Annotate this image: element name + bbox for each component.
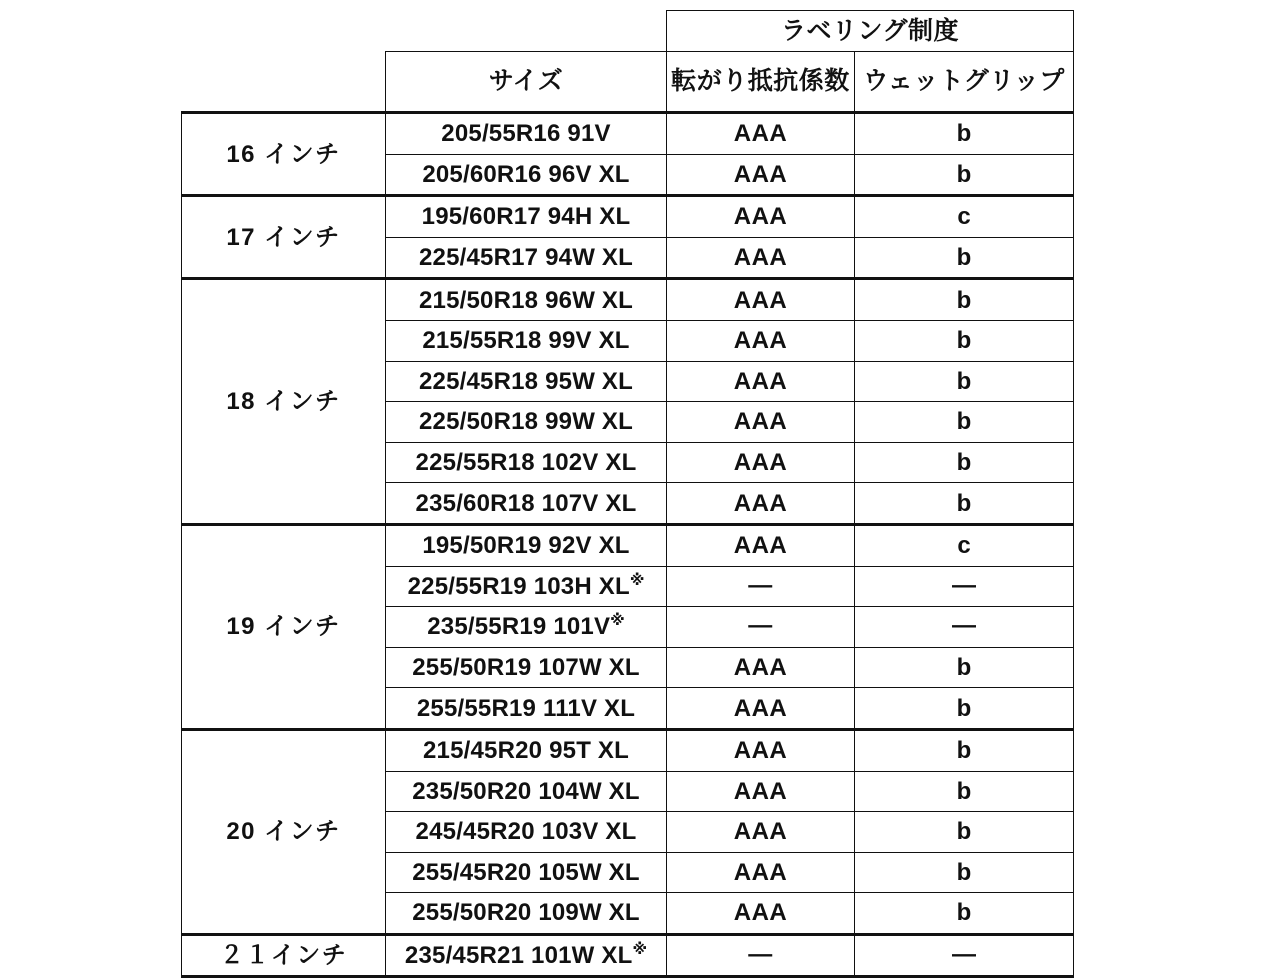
rolling-resistance-cell: AAA	[667, 154, 855, 196]
size-cell: 255/55R19 111V XL	[386, 688, 667, 730]
rolling-resistance-cell	[667, 566, 855, 607]
wet-grip-cell: b	[855, 771, 1074, 812]
header-wet-grip: ウェットグリップ	[855, 52, 1074, 113]
rolling-resistance-cell	[667, 607, 855, 648]
size-cell: 225/55R19 103H XL※	[386, 566, 667, 607]
header-spacer-group-2	[182, 52, 386, 113]
size-cell: 195/50R19 92V XL	[386, 524, 667, 566]
size-cell: 195/60R17 94H XL	[386, 196, 667, 238]
header-spacer-group	[182, 11, 386, 52]
tire-specification-table	[181, 10, 1074, 978]
dash-mark: —	[748, 941, 773, 969]
table-row	[182, 113, 1074, 155]
rolling-resistance-cell: AAA	[667, 688, 855, 730]
size-cell: 235/55R19 101V※	[386, 607, 667, 648]
size-cell: 225/45R18 95W XL	[386, 361, 667, 402]
rolling-resistance-cell: AAA	[667, 524, 855, 566]
table-row	[182, 196, 1074, 238]
header-spacer-size	[386, 11, 667, 52]
size-cell: 255/50R20 109W XL	[386, 893, 667, 935]
rolling-resistance-cell: AAA	[667, 647, 855, 688]
rolling-resistance-cell: AAA	[667, 893, 855, 935]
size-cell: 235/50R20 104W XL	[386, 771, 667, 812]
rolling-resistance-cell: AAA	[667, 483, 855, 525]
group-label-cell: 19 インチ	[182, 524, 386, 729]
group-label-cell: 18 インチ	[182, 279, 386, 525]
wet-grip-cell: b	[855, 442, 1074, 483]
size-cell: 205/60R16 96V XL	[386, 154, 667, 196]
reference-mark: ※	[632, 941, 648, 959]
rolling-resistance-cell	[667, 934, 855, 977]
size-cell: 225/45R17 94W XL	[386, 237, 667, 279]
size-cell: 235/45R21 101W XL※	[386, 934, 667, 977]
wet-grip-cell: b	[855, 113, 1074, 155]
rolling-resistance-cell: AAA	[667, 852, 855, 893]
wet-grip-cell: b	[855, 483, 1074, 525]
header-labeling-system: ラベリング制度	[667, 11, 1074, 52]
rolling-resistance-cell: AAA	[667, 113, 855, 155]
size-cell: 215/55R18 99V XL	[386, 320, 667, 361]
wet-grip-cell: c	[855, 196, 1074, 238]
size-cell: 255/45R20 105W XL	[386, 852, 667, 893]
group-label-cell: 20 インチ	[182, 729, 386, 934]
wet-grip-cell	[855, 607, 1074, 648]
wet-grip-cell: b	[855, 402, 1074, 443]
wet-grip-cell: b	[855, 279, 1074, 321]
table-body	[182, 113, 1074, 977]
reference-mark: ※	[629, 571, 645, 589]
wet-grip-cell: b	[855, 154, 1074, 196]
header-rolling-resistance: 転がり抵抗係数	[667, 52, 855, 113]
rolling-resistance-cell: AAA	[667, 320, 855, 361]
size-cell: 215/50R18 96W XL	[386, 279, 667, 321]
wet-grip-cell: c	[855, 524, 1074, 566]
wet-grip-cell: b	[855, 852, 1074, 893]
table-row	[182, 524, 1074, 566]
dash-mark: —	[952, 571, 976, 599]
dash-mark: —	[952, 941, 976, 969]
size-cell: 215/45R20 95T XL	[386, 729, 667, 771]
header-row-main	[182, 52, 1074, 113]
size-cell: 245/45R20 103V XL	[386, 812, 667, 853]
size-cell: 225/50R18 99W XL	[386, 402, 667, 443]
wet-grip-cell: b	[855, 361, 1074, 402]
wet-grip-cell: b	[855, 647, 1074, 688]
group-label-cell: 17 インチ	[182, 196, 386, 279]
rolling-resistance-cell: AAA	[667, 402, 855, 443]
table-header	[182, 11, 1074, 113]
rolling-resistance-cell: AAA	[667, 442, 855, 483]
rolling-resistance-cell: AAA	[667, 812, 855, 853]
wet-grip-cell: b	[855, 893, 1074, 935]
dash-mark: —	[952, 612, 976, 640]
table-row	[182, 279, 1074, 321]
group-label-cell: 16 インチ	[182, 113, 386, 196]
rolling-resistance-cell: AAA	[667, 196, 855, 238]
rolling-resistance-cell: AAA	[667, 279, 855, 321]
rolling-resistance-cell: AAA	[667, 237, 855, 279]
rolling-resistance-cell: AAA	[667, 729, 855, 771]
wet-grip-cell: b	[855, 320, 1074, 361]
size-cell: 235/60R18 107V XL	[386, 483, 667, 525]
table-row	[182, 729, 1074, 771]
header-row-top	[182, 11, 1074, 52]
rolling-resistance-cell: AAA	[667, 771, 855, 812]
header-size: サイズ	[386, 52, 667, 113]
wet-grip-cell	[855, 934, 1074, 977]
wet-grip-cell: b	[855, 688, 1074, 730]
reference-mark: ※	[610, 612, 625, 630]
size-cell: 205/55R16 91V	[386, 113, 667, 155]
wet-grip-cell: b	[855, 237, 1074, 279]
wet-grip-cell	[855, 566, 1074, 607]
rolling-resistance-cell: AAA	[667, 361, 855, 402]
group-label-cell: ２１インチ	[182, 934, 386, 977]
wet-grip-cell: b	[855, 729, 1074, 771]
wet-grip-cell: b	[855, 812, 1074, 853]
size-cell: 255/50R19 107W XL	[386, 647, 667, 688]
table-row	[182, 934, 1074, 977]
dash-mark: —	[748, 612, 773, 640]
size-cell: 225/55R18 102V XL	[386, 442, 667, 483]
dash-mark: —	[748, 571, 773, 599]
